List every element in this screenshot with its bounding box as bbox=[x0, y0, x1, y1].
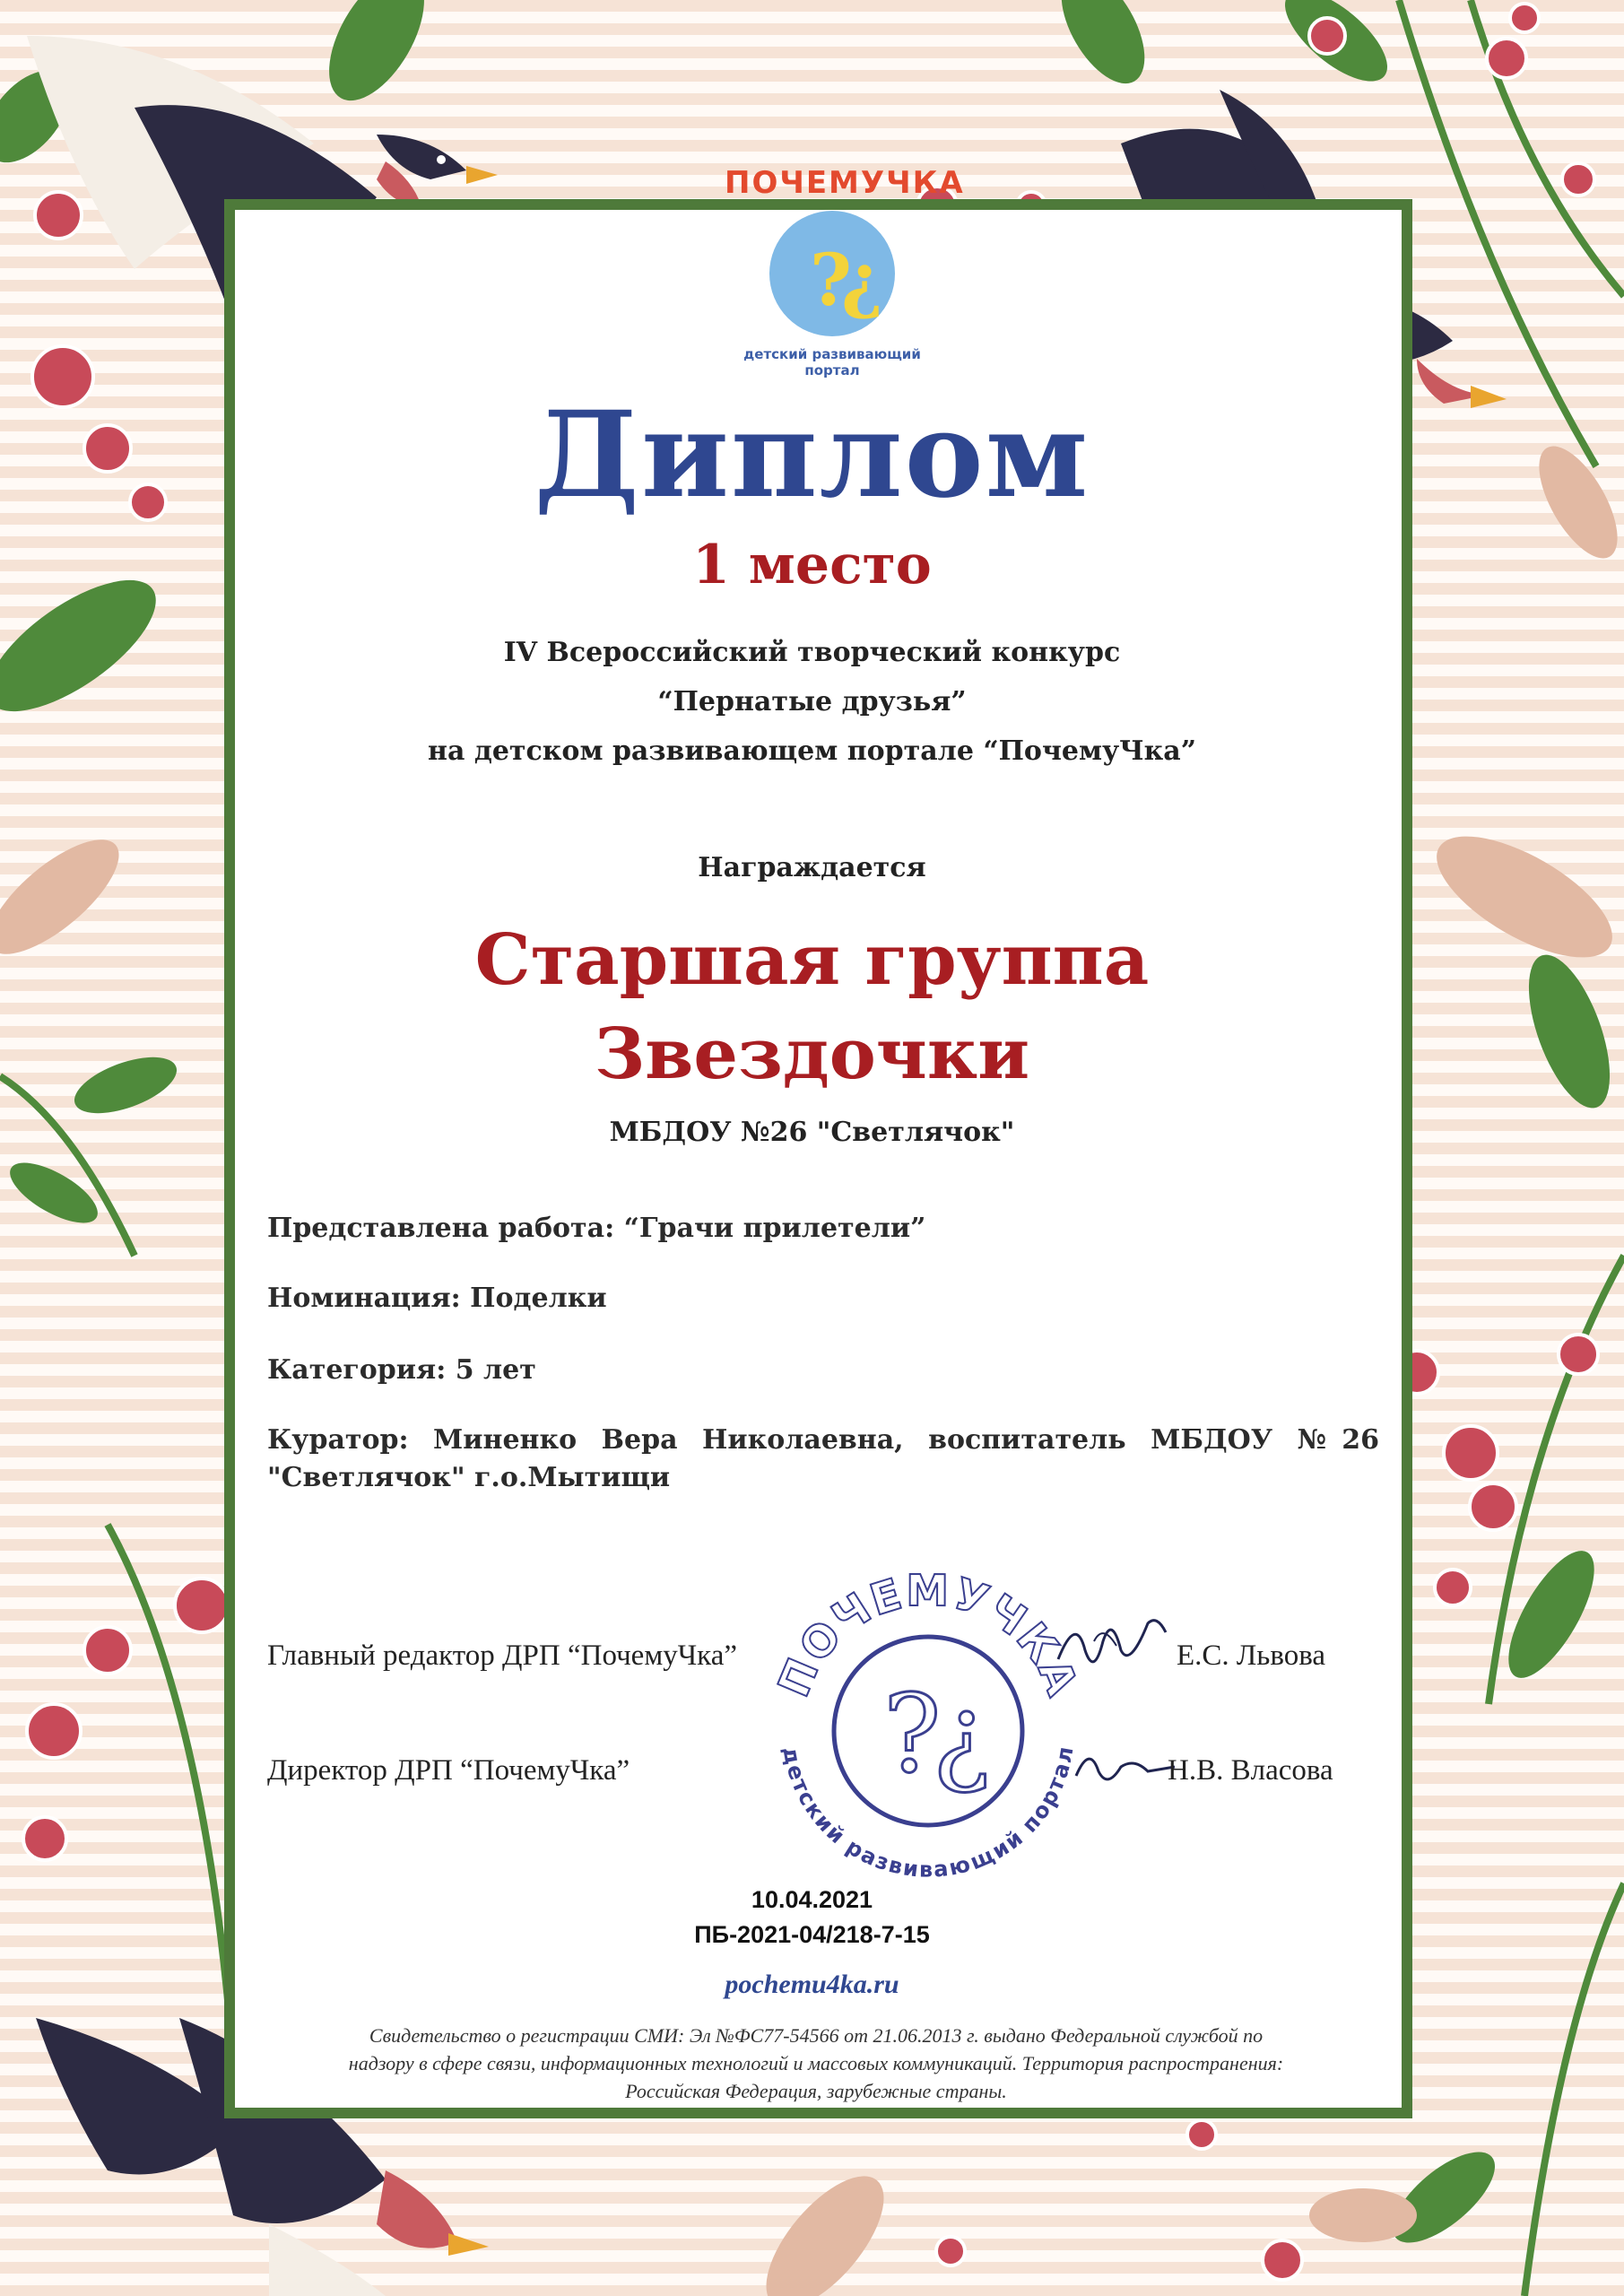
nomination-field: Номинация: Поделки bbox=[267, 1283, 607, 1314]
portal-logo bbox=[725, 165, 965, 378]
logo-word: ПОЧЕМУЧКА bbox=[725, 165, 965, 201]
issue-date: 10.04.2021 bbox=[751, 1886, 873, 1913]
logo-subtitle: детский развивающий портал bbox=[743, 346, 921, 378]
svg-text:?: ? bbox=[883, 1673, 942, 1797]
director-name: Н.В. Власова bbox=[1168, 1754, 1333, 1787]
diploma-number: ПБ-2021-04/218-7-15 bbox=[694, 1921, 930, 1948]
category-field: Категория: 5 лет bbox=[267, 1354, 536, 1386]
site-link[interactable]: pochemu4ka.ru bbox=[725, 1970, 899, 1999]
svg-text:¿: ¿ bbox=[933, 1673, 991, 1797]
recipient-line-2: Звездочки bbox=[594, 1013, 1030, 1095]
registration-line-1: Свидетельство о регистрации СМИ: Эл №ФС77-54566 от 21.06.2013 г. выдано Федеральной службой по bbox=[369, 2024, 1264, 2047]
registration-line-3: Российская Федерация, зарубежные страны. bbox=[625, 2080, 1007, 2102]
editor-role: Главный редактор ДРП “ПочемуЧка” bbox=[267, 1639, 737, 1672]
signature-director bbox=[1067, 1740, 1184, 1794]
director-role: Директор ДРП “ПочемуЧка” bbox=[267, 1754, 630, 1787]
svg-text:?: ? bbox=[810, 238, 852, 322]
portal-stamp bbox=[749, 1552, 1107, 1883]
svg-text:¿: ¿ bbox=[841, 238, 883, 322]
editor-name: Е.С. Львова bbox=[1177, 1639, 1325, 1672]
contest-line-3: на детском развивающем портале “ПочемуЧка” bbox=[427, 735, 1197, 767]
recipient-line-1: Старшая группа bbox=[474, 919, 1150, 1001]
stamp-subtitle: детский развивающий портал bbox=[777, 1744, 1079, 1883]
curator-field: Куратор: Миненко Вера Николаевна, воспитатель МБДОУ №26 "Светлячок" г.о.Мытищи bbox=[267, 1424, 1379, 1493]
registration-line-2: надзору в сфере связи, информационных технологий и массовых коммуникаций. Территория распространения: bbox=[348, 2052, 1284, 2074]
contest-line-1: IV Всероссийский творческий конкурс bbox=[503, 637, 1121, 668]
stamp-word: ПОЧЕМУЧКА bbox=[769, 1565, 1088, 1704]
institution-label: МБДОУ №26 "Светлячок" bbox=[609, 1117, 1015, 1148]
awarded-label: Награждается bbox=[698, 852, 926, 883]
work-field: Представлена работа: “Грачи прилетели” bbox=[267, 1213, 926, 1244]
signature-editor bbox=[1049, 1605, 1175, 1686]
place-label: 1 место bbox=[692, 534, 932, 596]
contest-line-2: “Пернатые друзья” bbox=[657, 686, 967, 718]
diploma-title: Диплом bbox=[534, 386, 1090, 525]
